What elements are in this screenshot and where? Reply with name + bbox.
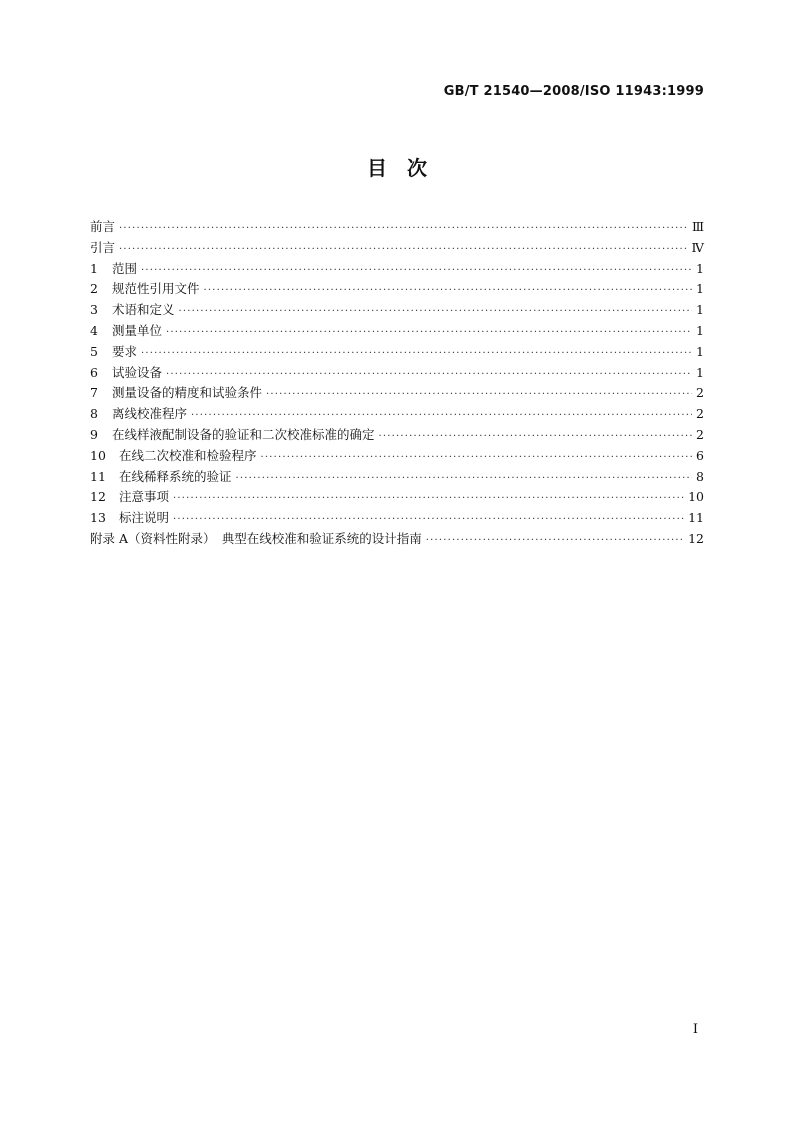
toc-entry-page: 10 xyxy=(688,489,704,505)
toc-entry[interactable] xyxy=(90,300,704,321)
toc-entry-page: 1 xyxy=(696,302,704,318)
toc-entry-label: 测量单位 xyxy=(112,322,163,338)
toc-entry-page: 1 xyxy=(696,364,704,380)
toc-entry-number: 10 xyxy=(90,447,106,463)
toc-entry[interactable] xyxy=(90,446,704,467)
toc-entry-page: 2 xyxy=(696,426,704,442)
toc-entry-page: 8 xyxy=(696,468,704,484)
toc-entry[interactable] xyxy=(90,508,704,529)
toc-entry-number: 2 xyxy=(90,281,98,297)
toc-entry-label: 前言 xyxy=(90,219,116,234)
toc-entry-page: 12 xyxy=(688,530,704,546)
toc-entry-page: 1 xyxy=(696,281,704,297)
toc-entry-label: 标注说明 xyxy=(119,510,170,526)
toc-leader-dots xyxy=(119,219,688,240)
toc-entry-label: 范围 xyxy=(112,260,138,276)
toc-entry-label: 附录 A（资料性附录） 典型在线校准和验证系统的设计指南 xyxy=(90,530,422,546)
toc-leader-dots xyxy=(191,406,692,427)
toc-entry-label: 术语和定义 xyxy=(112,302,175,318)
toc-leader-dots xyxy=(141,344,692,365)
toc-entry-number: 11 xyxy=(90,468,106,484)
toc-entry-label: 在线样液配制设备的验证和二次校准标准的确定 xyxy=(112,426,375,442)
toc-entry-number: 1 xyxy=(90,260,98,276)
standard-code: GB/T 21540—2008/ISO 11943:1999 xyxy=(443,84,704,99)
toc-entry-number: 6 xyxy=(90,364,98,380)
toc-entry-number: 12 xyxy=(90,489,106,505)
toc-entry-label: 测量设备的精度和试验条件 xyxy=(112,385,263,401)
toc-entry-label: 注意事项 xyxy=(119,489,170,505)
toc-leader-dots xyxy=(166,365,692,386)
toc-entry[interactable] xyxy=(90,342,704,363)
toc-entry-label: 要求 xyxy=(112,343,138,359)
toc-entry[interactable] xyxy=(90,217,704,238)
toc-entry-number: 4 xyxy=(90,322,98,338)
toc-entry-label: 在线稀释系统的验证 xyxy=(119,468,232,484)
toc-entry-page: Ⅳ xyxy=(691,239,704,255)
toc-entry-page: 2 xyxy=(696,385,704,401)
toc-leader-dots xyxy=(141,261,692,282)
toc-leader-dots xyxy=(173,489,684,510)
toc-entry-page: 11 xyxy=(688,510,704,526)
toc-entry-number: 3 xyxy=(90,302,98,318)
toc-entry-page: 1 xyxy=(696,260,704,276)
toc-leader-dots xyxy=(166,323,692,344)
page-title: 目 次 xyxy=(367,156,427,180)
toc-entry[interactable] xyxy=(90,383,704,404)
toc-entry-number: 7 xyxy=(90,385,98,401)
page-number: I xyxy=(692,1022,698,1037)
toc-entry-label: 离线校准程序 xyxy=(112,406,188,422)
toc-entry-label: 规范性引用文件 xyxy=(112,281,200,297)
toc-entry[interactable] xyxy=(90,279,704,300)
toc-leader-dots xyxy=(426,531,684,552)
toc-entry-page: Ⅲ xyxy=(691,219,704,234)
toc-entry-number: 9 xyxy=(90,426,98,442)
toc-entry-number: 8 xyxy=(90,406,98,422)
toc-entry[interactable] xyxy=(90,467,704,488)
toc-entry-number: 13 xyxy=(90,510,106,526)
toc-entry[interactable] xyxy=(90,321,704,342)
toc-entry[interactable] xyxy=(90,259,704,280)
toc-entry-page: 6 xyxy=(696,447,704,463)
toc-leader-dots xyxy=(204,281,692,302)
toc-leader-dots xyxy=(236,469,692,490)
toc-entry[interactable] xyxy=(90,529,704,550)
toc-entry-number: 5 xyxy=(90,343,98,359)
toc-entry-label: 在线二次校准和检验程序 xyxy=(119,447,257,463)
toc-entry[interactable] xyxy=(90,425,704,446)
toc-entry[interactable] xyxy=(90,487,704,508)
toc-leader-dots xyxy=(119,240,687,261)
toc-entry-page: 1 xyxy=(696,322,704,338)
toc-leader-dots xyxy=(379,427,692,448)
toc-leader-dots xyxy=(261,448,692,469)
toc-entry[interactable] xyxy=(90,404,704,425)
toc-entry-page: 2 xyxy=(696,406,704,422)
toc-entry[interactable] xyxy=(90,363,704,384)
toc-entry-label: 试验设备 xyxy=(112,364,163,380)
table-of-contents xyxy=(90,217,704,550)
toc-leader-dots xyxy=(173,510,684,531)
toc-leader-dots xyxy=(266,385,692,406)
toc-entry-label: 引言 xyxy=(90,239,116,255)
toc-entry-page: 1 xyxy=(696,343,704,359)
toc-leader-dots xyxy=(179,302,692,323)
toc-entry[interactable] xyxy=(90,238,704,259)
